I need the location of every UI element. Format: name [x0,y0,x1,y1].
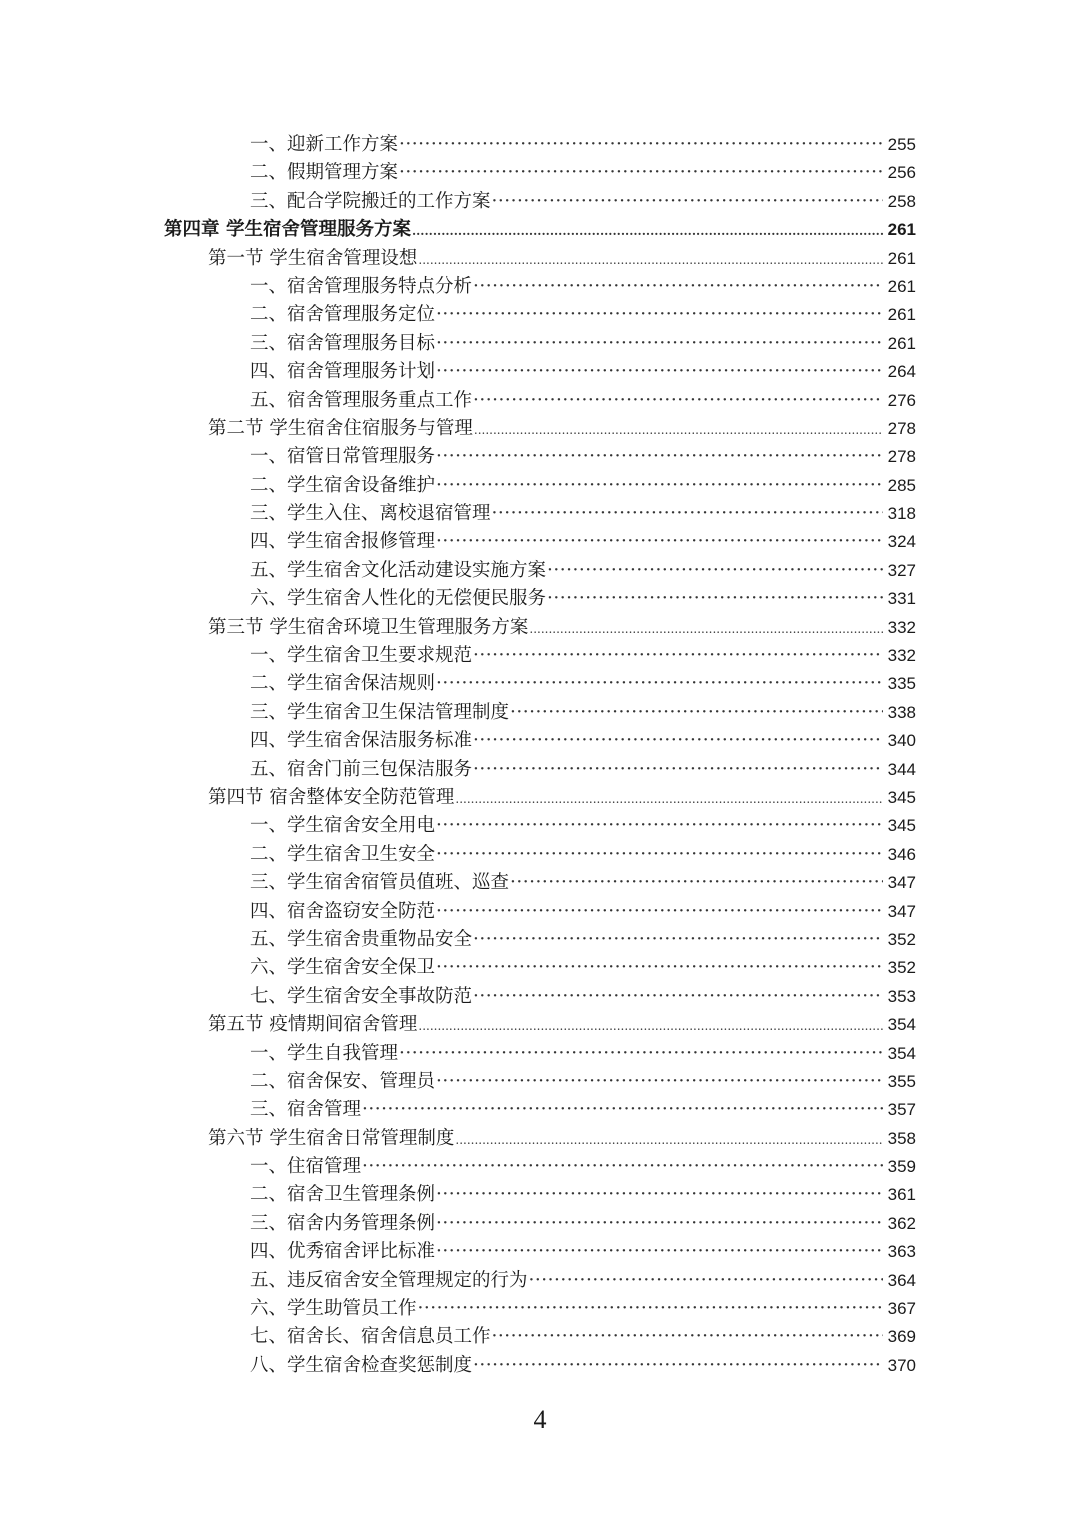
toc-item-row[interactable] [0,273,1080,301]
toc-entry-page: 364 [887,1270,916,1290]
toc-entry-page: 370 [887,1355,916,1375]
toc-item-row[interactable] [0,756,1080,784]
toc-entry-page: 285 [887,475,916,495]
toc-item-row[interactable] [0,585,1080,613]
toc-entry-page: 261 [887,220,916,240]
dot-leader [362,1153,883,1181]
toc-entry-page: 354 [887,1015,916,1035]
toc-entry-title: 七、学生宿舍安全事故防范 [250,985,473,1007]
toc-entry-title: 六、学生宿舍安全保卫 [250,957,436,979]
toc-entry-title: 五、学生宿舍贵重物品安全 [250,928,473,950]
toc-item-row[interactable] [0,528,1080,556]
toc-entry-title: 六、学生宿舍人性化的无偿便民服务 [250,588,547,610]
toc-item-row[interactable] [0,1267,1080,1295]
toc-entry-page: 324 [887,532,916,552]
toc-item-row[interactable] [0,301,1080,329]
dot-leader [529,614,883,643]
dot-leader [473,642,883,670]
toc-entry-title: 五、学生宿舍文化活动建设实施方案 [250,559,547,581]
toc-item-row[interactable] [0,954,1080,982]
dot-leader [473,727,883,755]
toc-entry-title: 二、学生宿舍设备维护 [250,474,436,496]
toc-entry-page: 278 [887,447,916,467]
dot-leader [436,1181,883,1209]
dot-leader [474,415,883,444]
dot-leader [412,216,883,245]
toc-entry-title: 一、宿舍管理服务特点分析 [250,275,473,297]
toc-section-row[interactable] [0,784,1080,812]
toc-item-row[interactable] [0,1210,1080,1238]
toc-entry-title: 三、学生入住、离校退宿管理 [250,503,491,525]
dot-leader [492,1323,883,1351]
toc-item-row[interactable] [0,159,1080,187]
toc-entry-title: 二、宿舍卫生管理条例 [250,1184,436,1206]
dot-leader [436,472,883,500]
dot-leader [547,585,883,613]
toc-entry-page: 369 [887,1327,916,1347]
toc-entry-title: 七、宿舍长、宿舍信息员工作 [250,1326,491,1348]
toc-item-row[interactable] [0,1295,1080,1323]
toc-entry-page: 346 [887,844,916,864]
toc-entry-title: 二、宿舍管理服务定位 [250,304,436,326]
toc-entry-page: 347 [887,873,916,893]
toc-entry-page: 338 [887,702,916,722]
toc-entry-title: 第三节 学生宿舍环境卫生管理服务方案 [208,616,529,638]
dot-leader [455,784,883,813]
dot-leader [492,188,883,216]
toc-entry-title: 二、学生宿舍保洁规则 [250,673,436,695]
toc-entry-page: 278 [887,418,916,438]
toc-entry-page: 359 [887,1157,916,1177]
dot-leader [436,301,883,329]
toc-entry-page: 335 [887,674,916,694]
dot-leader [473,387,883,415]
dot-leader [473,983,883,1011]
dot-leader [362,1096,883,1124]
toc-item-row[interactable] [0,387,1080,415]
toc-entry-title: 四、优秀宿舍评比标准 [250,1241,436,1263]
toc-entry-title: 四、宿舍盗窃安全防范 [250,900,436,922]
dot-leader [510,699,883,727]
toc-section-row[interactable] [0,1011,1080,1039]
toc-section-row[interactable] [0,1125,1080,1153]
toc-entry-page: 361 [887,1185,916,1205]
dot-leader [399,159,883,187]
toc-item-row[interactable] [0,557,1080,585]
toc-item-row[interactable] [0,869,1080,897]
toc-item-row[interactable] [0,1096,1080,1124]
toc-item-row[interactable] [0,1323,1080,1351]
toc-entry-title: 二、宿舍保安、管理员 [250,1070,436,1092]
toc-entry-page: 261 [887,248,916,268]
toc-entry-title: 第一节 学生宿舍管理设想 [208,247,418,269]
dot-leader [436,528,883,556]
toc-entry-page: 357 [887,1100,916,1120]
toc-section-row[interactable] [0,245,1080,273]
toc-chapter-row[interactable] [0,216,1080,244]
toc-entry-page: 352 [887,958,916,978]
dot-leader [436,812,883,840]
toc-entry-page: 345 [887,787,916,807]
toc-entry-page: 264 [887,362,916,382]
toc-entry-page: 358 [887,1128,916,1148]
dot-leader [436,443,883,471]
toc-entry-title: 一、迎新工作方案 [250,134,399,155]
toc-item-row[interactable] [0,188,1080,216]
toc-entry-page: 353 [887,986,916,1006]
toc-item-row[interactable] [0,1181,1080,1209]
toc-entry-title: 五、违反宿舍安全管理规定的行为 [250,1269,528,1291]
toc-entry-page: 352 [887,929,916,949]
toc-entry-title: 第四节 宿舍整体安全防范管理 [208,786,455,808]
toc-item-row[interactable] [0,727,1080,755]
dot-leader [436,898,883,926]
dot-leader [436,841,883,869]
page-number: 4 [533,1405,547,1434]
dot-leader [473,756,883,784]
toc-item-row[interactable] [0,1352,1080,1380]
table-of-contents [0,131,1080,1380]
dot-leader [436,1210,883,1238]
toc-item-row[interactable] [0,699,1080,727]
toc-entry-title: 三、学生宿舍宿管员值班、巡查 [250,872,510,894]
toc-item-row[interactable] [0,1068,1080,1096]
toc-entry-title: 五、宿舍门前三包保洁服务 [250,758,473,780]
toc-entry-title: 第二节 学生宿舍住宿服务与管理 [208,417,473,439]
toc-entry-page: 354 [887,1043,916,1063]
toc-entry-title: 三、宿舍管理 [250,1099,362,1121]
toc-entry-page: 258 [887,191,916,211]
dot-leader [473,1352,883,1380]
toc-entry-page: 318 [887,504,916,524]
toc-entry-title: 一、学生宿舍卫生要求规范 [250,645,473,667]
toc-entry-title: 五、宿舍管理服务重点工作 [250,389,473,411]
toc-entry-title: 一、宿管日常管理服务 [250,446,436,468]
toc-entry-page: 256 [887,163,916,183]
dot-leader [436,670,883,698]
toc-entry-page: 276 [887,390,916,410]
toc-entry-title: 二、假期管理方案 [250,162,399,184]
toc-item-row[interactable] [0,500,1080,528]
dot-leader [418,245,883,274]
dot-leader [455,1125,883,1154]
dot-leader [418,1295,883,1323]
toc-entry-page: 332 [887,617,916,637]
toc-section-row[interactable] [0,415,1080,443]
toc-entry-page: 327 [887,560,916,580]
toc-entry-title: 第四章 学生宿舍管理服务方案 [164,219,411,241]
toc-entry-page: 347 [887,901,916,921]
toc-entry-title: 三、宿舍内务管理条例 [250,1212,436,1234]
toc-item-row[interactable] [0,983,1080,1011]
dot-leader [436,1068,883,1096]
dot-leader [418,1011,883,1040]
toc-item-row[interactable] [0,472,1080,500]
toc-entry-title: 第五节 疫情期间宿舍管理 [208,1014,418,1036]
dot-leader [547,557,883,585]
dot-leader [436,954,883,982]
dot-leader [436,1238,883,1266]
toc-entry-title: 三、配合学院搬迁的工作方案 [250,190,491,212]
toc-entry-page: 345 [887,816,916,836]
toc-entry-title: 四、学生宿舍报修管理 [250,531,436,553]
dot-leader [492,500,883,528]
toc-entry-title: 一、住宿管理 [250,1156,362,1178]
toc-entry-title: 四、学生宿舍保洁服务标准 [250,730,473,752]
toc-entry-page: 255 [887,135,916,154]
toc-item-row[interactable] [0,841,1080,869]
toc-item-row[interactable] [0,670,1080,698]
toc-entry-page: 261 [887,333,916,353]
toc-entry-page: 344 [887,759,916,779]
toc-entry-title: 六、学生助管员工作 [250,1298,417,1320]
dot-leader [436,358,883,386]
dot-leader [436,330,883,358]
toc-entry-title: 三、学生宿舍卫生保洁管理制度 [250,701,510,723]
toc-item-row[interactable] [0,898,1080,926]
toc-item-row[interactable] [0,1153,1080,1181]
toc-entry-title: 一、学生自我管理 [250,1042,399,1064]
toc-entry-title: 第六节 学生宿舍日常管理制度 [208,1127,455,1149]
dot-leader [473,926,883,954]
toc-entry-title: 一、学生宿舍安全用电 [250,815,436,837]
toc-entry-page: 355 [887,1071,916,1091]
toc-entry-page: 261 [887,276,916,296]
toc-entry-page: 261 [887,305,916,325]
toc-entry-title: 二、学生宿舍卫生安全 [250,843,436,865]
dot-leader [529,1267,883,1295]
dot-leader [399,131,883,159]
toc-entry-title: 四、宿舍管理服务计划 [250,361,436,383]
toc-item-row[interactable] [0,642,1080,670]
toc-entry-page: 332 [887,646,916,666]
toc-item-row[interactable] [0,812,1080,840]
toc-item-row[interactable] [0,358,1080,386]
toc-entry-title: 八、学生宿舍检查奖惩制度 [250,1354,473,1376]
toc-entry-page: 331 [887,589,916,609]
toc-item-row[interactable] [0,926,1080,954]
dot-leader [510,869,883,897]
toc-item-row[interactable] [0,131,1080,159]
toc-entry-page: 340 [887,731,916,751]
toc-item-row[interactable] [0,1040,1080,1068]
toc-entry-title: 三、宿舍管理服务目标 [250,332,436,354]
toc-item-row[interactable] [0,443,1080,471]
dot-leader [473,273,883,301]
toc-section-row[interactable] [0,614,1080,642]
toc-entry-page: 363 [887,1242,916,1262]
toc-item-row[interactable] [0,1238,1080,1266]
toc-entry-page: 362 [887,1213,916,1233]
dot-leader [399,1040,883,1068]
toc-item-row[interactable] [0,330,1080,358]
toc-entry-page: 367 [887,1299,916,1319]
